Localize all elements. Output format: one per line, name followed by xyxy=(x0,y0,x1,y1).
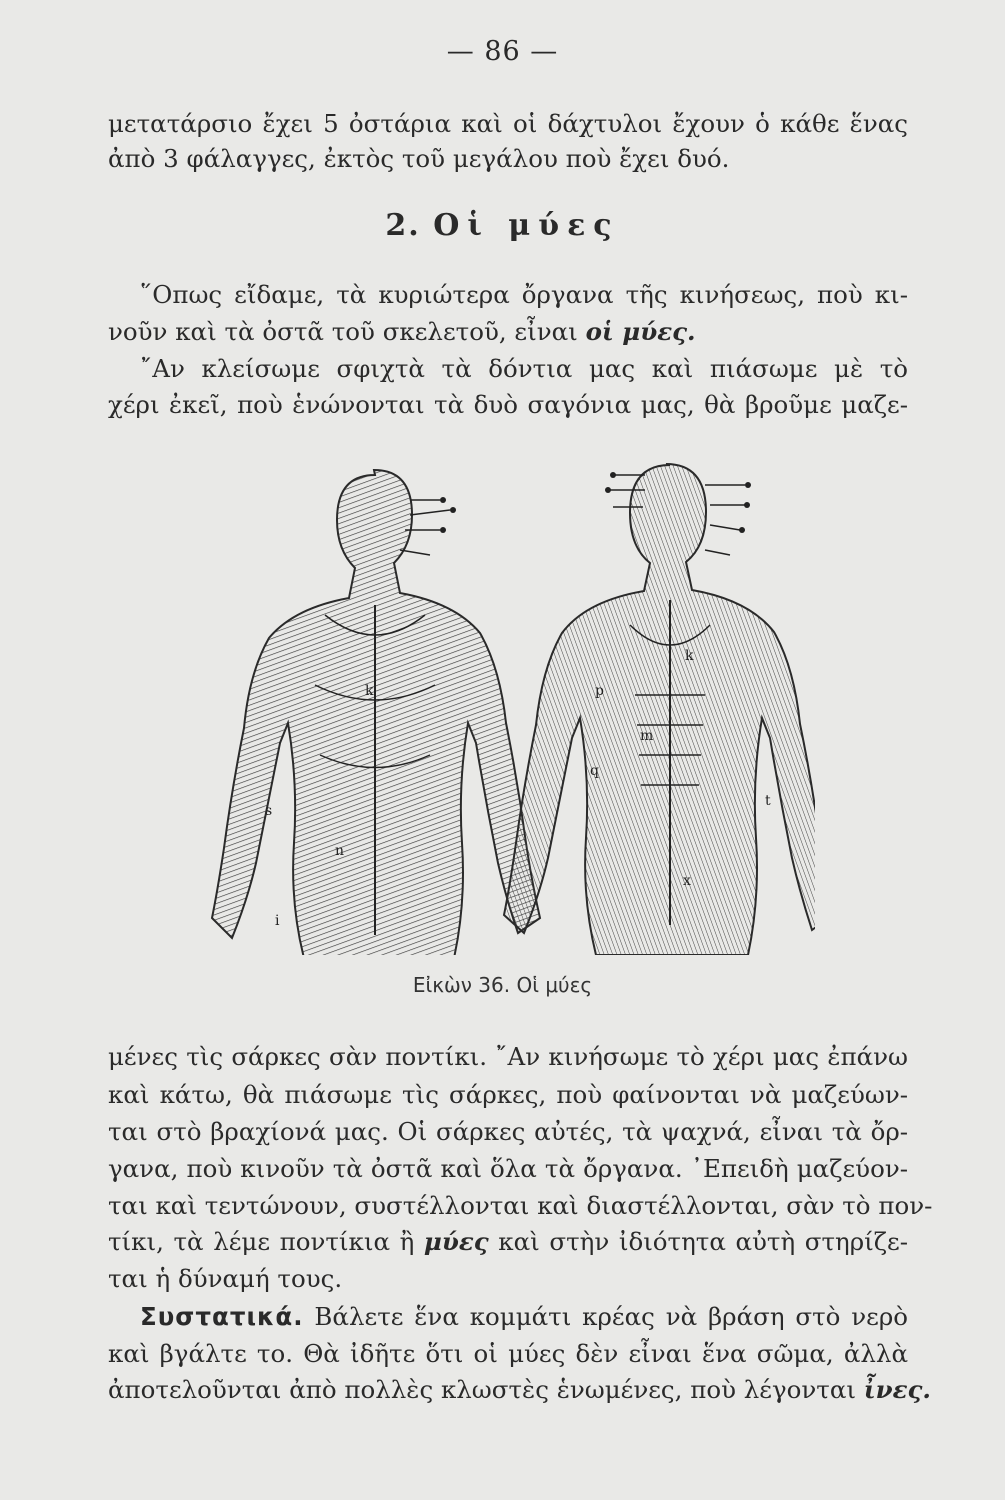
text-line: καὶ κάτω, θὰ πιάσωμε τὶς σάρκες, ποὺ φαίνονται νὰ μαζεύων- xyxy=(108,1080,908,1109)
text-line: ῞Οπως εἴδαμε, τὰ κυριώτερα ὄργανα τῆς κινήσεως, ποὺ κι- xyxy=(140,280,908,309)
figure-letter: k xyxy=(365,683,374,699)
text-line: ται καὶ τεντώνουν, συστέλλονται καὶ διαστέλλονται, σὰν τὸ πον- xyxy=(108,1191,933,1220)
text-line: μένες τὶς σάρκες σὰν ποντίκι. ῎Αν κινήσωμε τὸ χέρι μας ἐπάνω xyxy=(108,1042,908,1071)
figure-letter: x xyxy=(683,873,691,889)
figure-letter: n xyxy=(335,843,345,859)
front-figure xyxy=(504,464,815,955)
text-span: τίκι, τὰ λέμε ποντίκια ἢ xyxy=(108,1227,415,1256)
text-line: ἀπὸ 3 φάλαγγες, ἐκτὸς τοῦ μεγάλου ποὺ ἔχει δυό. xyxy=(108,144,730,173)
text-line xyxy=(108,1375,931,1404)
figure-letter: s xyxy=(265,803,273,819)
text-span: καὶ στὴν ἰδιότητα αὐτὴ στηρίζε- xyxy=(498,1227,908,1256)
text-line: καὶ βγάλτε το. Θὰ ἰδῆτε ὅτι οἱ μύες δὲν εἶναι ἕνα σῶμα, ἀλλὰ xyxy=(108,1339,908,1368)
text-line: ται ἡ δύναμή τους. xyxy=(108,1264,343,1293)
section-number: 2. xyxy=(385,208,421,243)
section-heading xyxy=(0,208,1005,243)
figure-letter: t xyxy=(765,793,771,809)
text-line: γανα, ποὺ κινοῦν τὰ ὀστᾶ καὶ ὅλα τὰ ὄργανα. ᾿Επειδὴ μαζεύον- xyxy=(108,1154,908,1183)
back-figure xyxy=(212,470,540,955)
text-span: νοῦν καὶ τὰ ὀστᾶ τοῦ σκελετοῦ, εἶναι xyxy=(108,317,578,346)
emphasis-term: μύες xyxy=(423,1227,489,1256)
text-line xyxy=(108,1227,908,1256)
keyword-term: Συστατικά. xyxy=(140,1302,304,1331)
text-line: χέρι ἐκεῖ, ποὺ ἑνώνονται τὰ δυὸ σαγόνια μας, θὰ βροῦμε μαζε- xyxy=(108,390,908,419)
figure-letter: q xyxy=(590,763,599,779)
text-line: μετατάρσιο ἔχει 5 ὀστάρια καὶ οἱ δάχτυλοι ἔχουν ὁ κάθε ἕνας xyxy=(108,109,908,138)
figure-letter: k xyxy=(685,648,694,664)
text-span: Βάλετε ἕνα κομμάτι κρέας νὰ βράση στὸ νερὸ xyxy=(314,1302,908,1331)
text-span: ἀποτελοῦνται ἀπὸ πολλὲς κλωστὲς ἑνωμένες, ποὺ λέγονται xyxy=(108,1375,856,1404)
text-line xyxy=(108,317,908,346)
emphasis-term: ἶνες. xyxy=(863,1375,931,1404)
emphasis-term: οἱ μύες. xyxy=(585,317,696,346)
figure-caption: Εἰκὼν 36. Οἱ μύες xyxy=(412,973,593,997)
section-title: Οἱ μύες xyxy=(433,208,620,243)
text-line: ῎Αν κλείσωμε σφιχτὰ τὰ δόντια μας καὶ πιάσωμε μὲ τὸ xyxy=(140,354,908,383)
figure-letter: i xyxy=(275,913,280,929)
muscle-illustration xyxy=(205,455,815,955)
figure-letter: p xyxy=(595,683,604,699)
text-line: ται στὸ βραχίονά μας. Οἱ σάρκες αὐτές, τὰ ψαχνά, εἶναι τὰ ὄρ- xyxy=(108,1117,908,1146)
text-line xyxy=(140,1302,908,1331)
figure-letter: m xyxy=(640,728,654,744)
page-number: — 86 — xyxy=(446,36,559,67)
